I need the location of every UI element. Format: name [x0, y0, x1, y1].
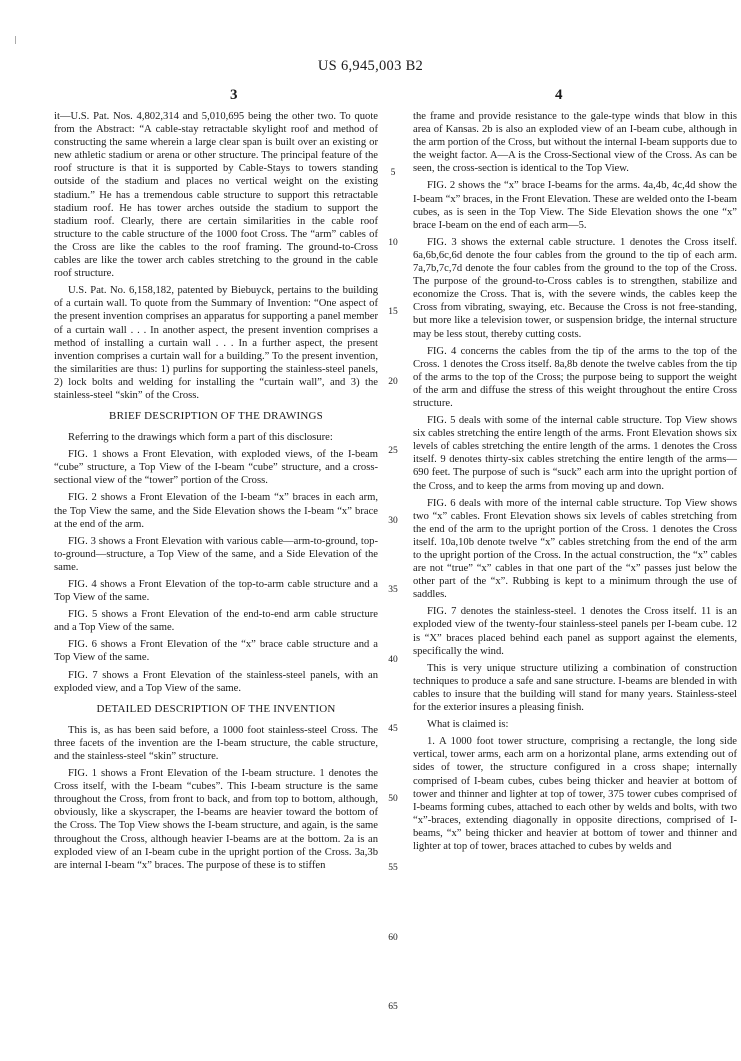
section-heading: DETAILED DESCRIPTION OF THE INVENTION — [96, 702, 336, 715]
right-text-column — [413, 110, 737, 857]
page-number-right: 4 — [555, 87, 563, 103]
line-number: 30 — [388, 515, 398, 526]
paragraph: FIG. 7 shows a Front Elevation of the stainless-steel panels, with an exploded view, and a Top View of the same. — [54, 669, 378, 694]
paragraph: What is claimed is: — [427, 719, 509, 731]
paragraph: FIG. 7 denotes the stainless-steel. 1 denotes the Cross itself. 11 is an exploded view of the twenty-four stainless-steel panels per I-beam cube. 12 is “X” braces placed behind each panel as support against the elements, specifically the wind. — [413, 606, 737, 657]
line-number: 45 — [388, 724, 398, 734]
paragraph: FIG. 2 shows a Front Elevation of the I-beam “x” braces in each arm, the Top View the same, and the Side Elevation shows the I-beam “x” brace at the end of the arm. — [54, 492, 378, 530]
line-number: 35 — [388, 585, 398, 595]
paragraph: FIG. 1 shows a Front Elevation, with exploded views, of the I-beam “cube” structure, a Top View of the I-beam “cube” structure, and a cross-sectional view of the “tower” portion of the Cross. — [54, 449, 378, 487]
line-number: 60 — [388, 932, 398, 943]
paragraph: FIG. 2 shows the “x” brace I-beams for the arms. 4a,4b, 4c,4d show the I-beam “x” braces, in the Front Elevation. These are welded onto the I-beam cubes, as is seen in the Top View. The Side Elevation shows the one “x” brace I-beam on the end of each arm—5. — [413, 180, 737, 231]
paragraph: FIG. 6 shows a Front Elevation of the “x” brace cable structure and a Top View of the same. — [54, 639, 378, 664]
line-number: 10 — [388, 237, 398, 248]
paragraph: FIG. 4 shows a Front Elevation of the top-to-arm cable structure and a Top View of the same. — [54, 579, 378, 604]
paragraph: FIG. 4 concerns the cables from the tip of the arms to the top of the Cross. 1 denotes the Cross itself. 8a,8b denote the twelve cables from the tip of the arms to the top of the Cross; the purpose being to support the weight of the arm and diffuse the stress of this weight throughout the entire Cross structure. — [413, 345, 737, 409]
line-number: 20 — [388, 376, 398, 387]
paragraph: This is very unique structure utilizing a combination of construction techniques to produce a safe and sane structure. I-beams are blended in with cables to insure that the building will stand for many years. Stainless-steel for the exterior insures a pleasing finish. — [413, 662, 737, 714]
line-number: 40 — [388, 654, 398, 665]
paragraph: Referring to the drawings which form a part of this disclosure: — [68, 432, 333, 444]
line-number: 25 — [388, 446, 398, 456]
left-text-column — [54, 110, 378, 876]
paragraph: it—U.S. Pat. Nos. 4,802,314 and 5,010,695 being the other two. To quote from the Abstract: “A cable-stay retractable skylight roof and method of constructing the same wherein a large clear span is built over an existing or new athletic stadium or arena or other structure. The principal feature of the roof structure is that it is supported by Cable-Stays to towers standing outside of the stadium and places no vertical weight on the existing stadium.” He has a tremendous cable structure to support this retractable stadium roof. He has tower arches outside the stadium to support the stadium roof. Clearly, there are certain similarities in the cable roof structure to the cable structure of the 1000 foot Cross. The “arm” cables of the Cross are like the cables to the roof framing. The ground-to-Cross cables are like the tower arch cables stretching to the ground in the cable roof structure. — [54, 111, 378, 280]
page-number-left: 3 — [230, 87, 238, 103]
paragraph: 1. A 1000 foot tower structure, comprising a rectangle, the long side vertical, tower arms, each arm on a horizontal plane, arms extending out of sides of tower, the structure configured in a cross shape; internally comprised of I-beam cubes, cubes being thicker and heavier at bottom of tower and thinner and lighter at top of tower, 375 tower cubes comprised of I-beams forming cubes, attached to each other by welds and bolts, with two “x”-braces, extending diagonally in opposite directions, comprised of I-beams, “x” being thicker and heavier at bottom of tower and thinner and lighter at top of tower, braces attached to cubes by welds and — [413, 736, 737, 852]
paragraph: This is, as has been said before, a 1000 foot stainless-steel Cross. The three facets of the invention are the I-beam structure, the cable structure, and the stainless-steel “skin” structure. — [54, 724, 378, 762]
paragraph: FIG. 5 shows a Front Elevation of the end-to-end arm cable structure and a Top View of the same. — [54, 609, 378, 634]
paragraph: FIG. 1 shows a Front Elevation of the I-beam structure. 1 denotes the Cross itself, with the I-beam “cubes”. This I-beam structure is the same throughout the Cross, from front to back, and from top to bottom, although, obviously, like a skyscraper, the I-beams are heavier toward the bottom of the Cross. The Top View shows the I-beam structure, and again, is the same throughout the Cross, although heavier I-beams are at the bottom. 2a is an exploded view of an I-beam cube in the upright portion of the Cross. 3a,3b are internal I-beam “x” braces. The purpose of these is to stiffen — [54, 768, 378, 871]
paragraph: FIG. 3 shows the external cable structure. 1 denotes the Cross itself. 6a,6b,6c,6d denote the four cables from the ground to the tip of each arm. 7a,7b,7c,7d denote the four cables from the ground to the top of the Cross. The purpose of the ground-to-Cross cables is to strengthen, stabilize and economize the Cross. That is, with the severe winds, the cables keep the Cross from vibrating, swaying, etc. Because the Cross is not free-standing, but more like a television tower, or suspension bridge, the internal structure may be less stout, thereby cutting costs. — [413, 236, 737, 340]
line-number: 65 — [388, 1002, 398, 1012]
line-number: 55 — [388, 863, 398, 873]
margin-tick-mark — [15, 36, 16, 44]
line-number: 15 — [388, 307, 398, 317]
line-number: 5 — [390, 168, 396, 178]
patent-number-header: US 6,945,003 B2 — [317, 58, 424, 74]
section-heading: BRIEF DESCRIPTION OF THE DRAWINGS — [109, 410, 323, 423]
paragraph: FIG. 3 shows a Front Elevation with various cable—arm-to-ground, top-to-ground—structure, a Top View of the same, and a Side Elevation of the same. — [54, 535, 378, 573]
paragraph: the frame and provide resistance to the gale-type winds that blow in this area of Kansas. 2b is also an exploded view of an I-beam cube, although in the arm portion of the Cross, but without the internal I-beam supports due to the weight factor. A—A is the Cross-Sectional view of the Cross. As can be seen, the cross-section is identical to the Top View. — [413, 111, 737, 175]
paragraph: U.S. Pat. No. 6,158,182, patented by Biebuyck, pertains to the building of a curtain wall. To quote from the Summary of Invention: “One aspect of the present invention comprises an apparatus for supporting a panel member of a curtain wall . . . In another aspect, the present invention comprises a method of installing a curtain wall . . . In a further aspect, the present invention comprises a curtain wall for a building.” To the present invention, the similarities are thus: 1) purlins for supporting the stainless-steel panels, 2) lock bolts and welding for installing the “curtain wall”, and 3) the stainless-steel “skin” of the Cross. — [54, 285, 378, 401]
paragraph: FIG. 6 deals with more of the internal cable structure. Top View shows two “x” cables. Front Elevation shows six levels of cables stretching from the end of the arm to the upright portion of the Cross. 1 denotes the Cross itself. 10a,10b denote twelve “x” cables stretching from the end of the arm to the upright portion of the Cross. In the actual construction, the “x” cables are not “true” “x” cables in that one part of the “x” passes just below the other part of the “x”. Rubbing is kept to a minimum through the use of saddles. — [413, 497, 737, 601]
paragraph: FIG. 5 deals with some of the internal cable structure. Top View shows six cables stretching the entire length of the arms. Front Elevation shows six levels of cables stretching the entire length of the arms. 1 denotes the Cross itself. 9 denotes thirty-six cables stretching the entire length of the arms—690 feet. The purpose of such is “suck” each arm into the upright portion of the Cross, and to keep the arms from moving up and down. — [413, 415, 737, 492]
line-number: 50 — [388, 793, 398, 804]
